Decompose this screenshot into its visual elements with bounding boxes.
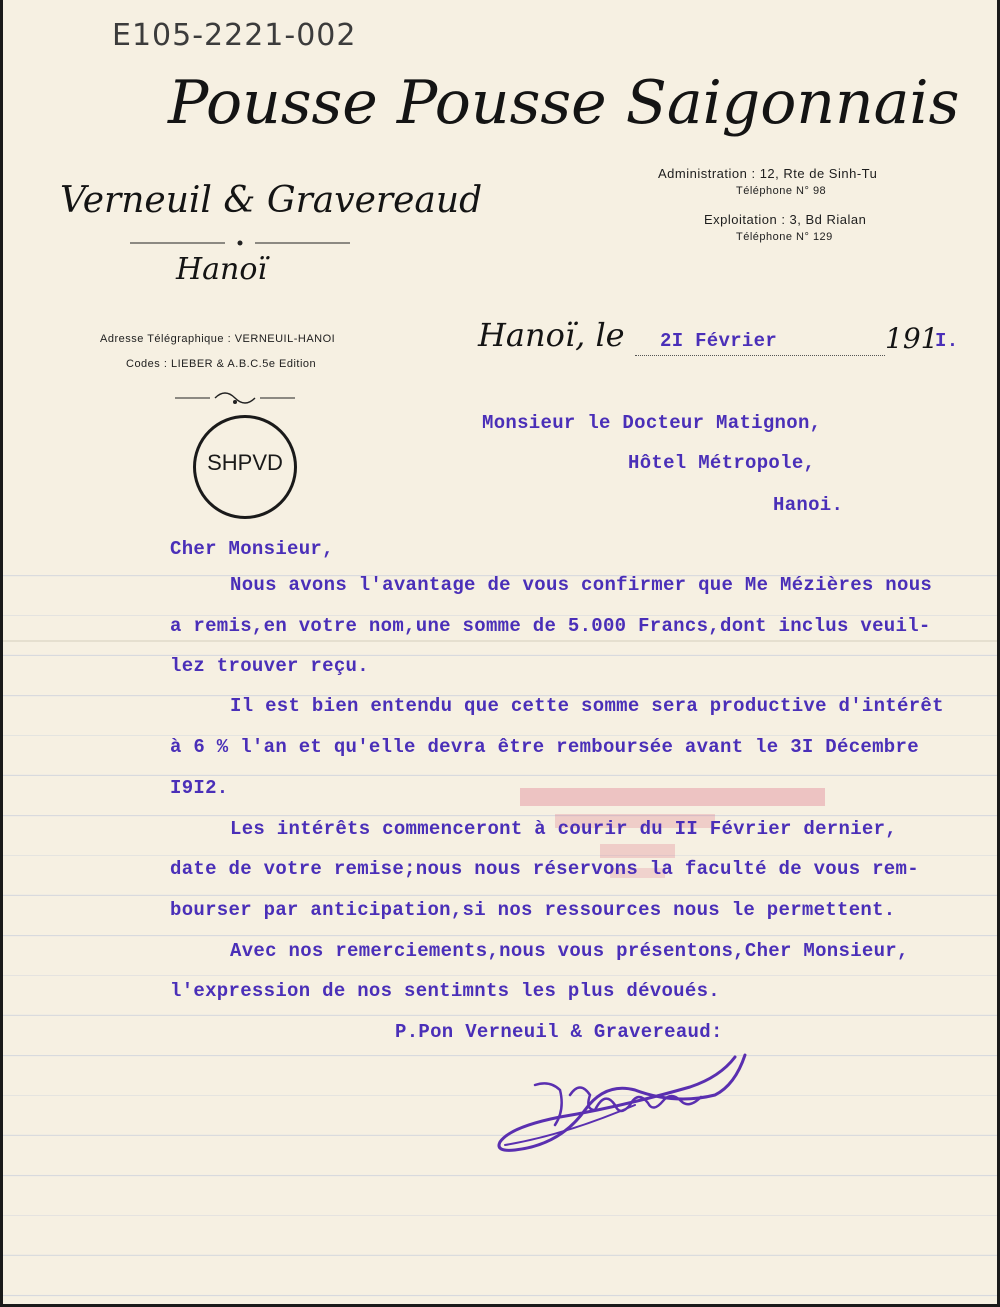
signature	[495, 1035, 775, 1165]
body-line: Les intérêts commenceront à courir du II Février dernier,	[230, 818, 898, 840]
firm-name: Verneuil & Gravereaud	[60, 180, 483, 221]
body-line: à 6 % l'an et qu'elle devra être remboursée avant le 3I Décembre	[170, 736, 919, 758]
telegraph-address: Adresse Télégraphique : VERNEUIL-HANOI	[100, 333, 336, 345]
archive-reference: E105-2221-002	[112, 18, 357, 53]
exploitation-address: Exploitation : 3, Bd Rialan	[704, 212, 867, 227]
body-line: bourser par anticipation,si nos ressources nous le permettent.	[170, 899, 896, 921]
administration-address: Administration : 12, Rte de Sinh-Tu	[658, 166, 878, 181]
recipient-hotel: Hôtel Métropole,	[628, 452, 816, 474]
administration-phone: Téléphone N° 98	[736, 185, 827, 197]
fold-crease	[0, 640, 1000, 642]
company-name: Pousse Pousse Saigonnais	[168, 68, 960, 138]
body-line: Nous avons l'avantage de vous confirmer que Me Mézières nous	[230, 574, 933, 596]
body-line: date de votre remise;nous nous réservons la faculté de vous rem-	[170, 858, 919, 880]
salutation: Cher Monsieur,	[170, 538, 334, 560]
date-place: Hanoï, le	[478, 316, 625, 354]
body-line: l'expression de nos sentimnts les plus dévoués.	[170, 980, 720, 1002]
recipient-name: Monsieur le Docteur Matignon,	[482, 412, 822, 434]
stamp-label: SHPVD	[207, 450, 283, 475]
body-line: a remis,en votre nom,une somme de 5.000 Francs,dont inclus veuil-	[170, 615, 931, 637]
recipient-city: Hanoi.	[773, 494, 844, 516]
scroll-ornament	[175, 388, 295, 408]
date-dotted-rule	[635, 355, 885, 356]
body-line: Il est bien entendu que cette somme sera productive d'intérêt	[230, 695, 944, 717]
exploitation-phone: Téléphone N° 129	[736, 231, 833, 243]
date-day-month: 2I Février	[660, 330, 778, 352]
body-line: I9I2.	[170, 777, 229, 799]
body-line: lez trouver reçu.	[170, 655, 369, 677]
body-line: Avec nos remerciements,nous vous présentons,Cher Monsieur,	[230, 940, 909, 962]
shpvd-stamp	[193, 415, 297, 519]
divider-ornament	[130, 236, 350, 250]
city-name: Hanoï	[176, 252, 268, 287]
closing-line: P.Pon Verneuil & Gravereaud:	[395, 1021, 723, 1043]
left-edge	[0, 0, 3, 1307]
telegraph-codes: Codes : LIEBER & A.B.C.5e Edition	[126, 358, 317, 370]
date-year-prefix: 191	[885, 322, 939, 355]
date-year-suffix: I.	[935, 330, 959, 352]
